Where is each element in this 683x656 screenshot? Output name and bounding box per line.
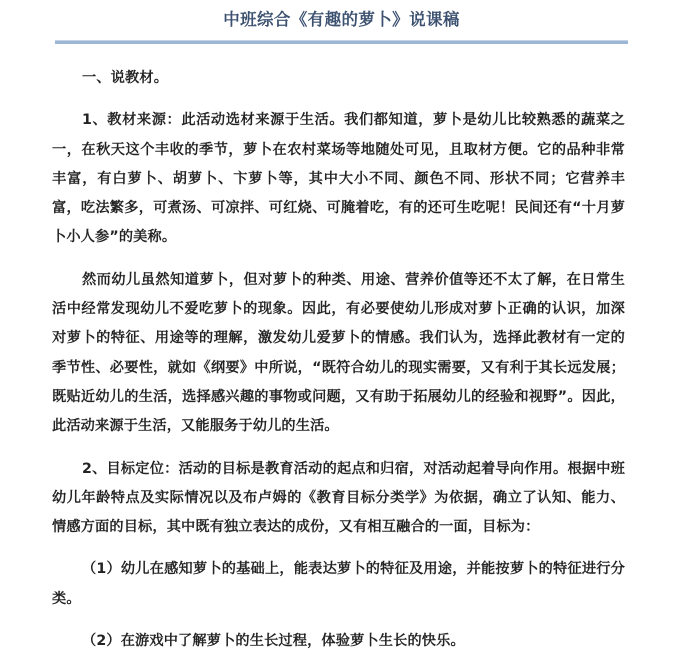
paragraph-objective-two: （2）在游戏中了解萝卜的生长过程，体验萝卜生长的快乐。: [82, 633, 465, 650]
paragraph-children-understanding: 然而幼儿虽然知道萝卜，但对萝卜的种类、用途、营养价值等还不太了解，在日常生活中经常发现幼儿不爱吃萝卜的现象。因此，有必要使幼儿形成对萝卜正确的认识，加深对萝卜的特征、用途等的理解，激发幼儿爱萝卜的情感。我们认为，选择此教材有一定的季节性、必要性，就如《纲要》中所说，“既符合幼儿的现实需要，又有利于其长远发展；既贴近幼儿的生活，选择感兴趣的事物或问题，又有助于拓展幼儿的经验和视野”。因此，此活动来源于生活，又能服务于幼儿的生活。: [52, 271, 625, 435]
document-body: [0, 44, 683, 656]
paragraph-objective-one: （1）幼儿在感知萝卜的基础上，能表达萝卜的特征及用途，并能按萝卜的特征进行分类。: [52, 561, 625, 607]
page-title: 中班综合《有趣的萝卜》说课稿: [223, 10, 460, 29]
paragraph-teaching-material-source: 1、教材来源：此活动选材来源于生活。我们都知道，萝卜是幼儿比较熟悉的蔬菜之一，在秋天这个丰收的季节，萝卜在农村菜场等地随处可见，且取材方便。它的品种非常丰富，有白萝卜、胡萝卜、卞萝卜等，其中大小不同、颜色不同、形状不同；它营养丰富，吃法繁多，可煮汤、可凉拌、可红烧、可腌着吃，有的还可生吃呢！民间还有“十月萝卜小人参”的美称。: [52, 112, 625, 246]
paragraph-objective-positioning: 2、目标定位：活动的目标是教育活动的起点和归宿，对活动起着导向作用。根据中班幼儿年龄特点及实际情况以及布卢姆的《教育目标分类学》为依据，确立了认知、能力、情感方面的目标，其中既有独立表达的成份，又有相互融合的一面，目标为：: [52, 460, 625, 536]
paragraph-heading-section-one: 一、说教材。: [82, 70, 169, 86]
